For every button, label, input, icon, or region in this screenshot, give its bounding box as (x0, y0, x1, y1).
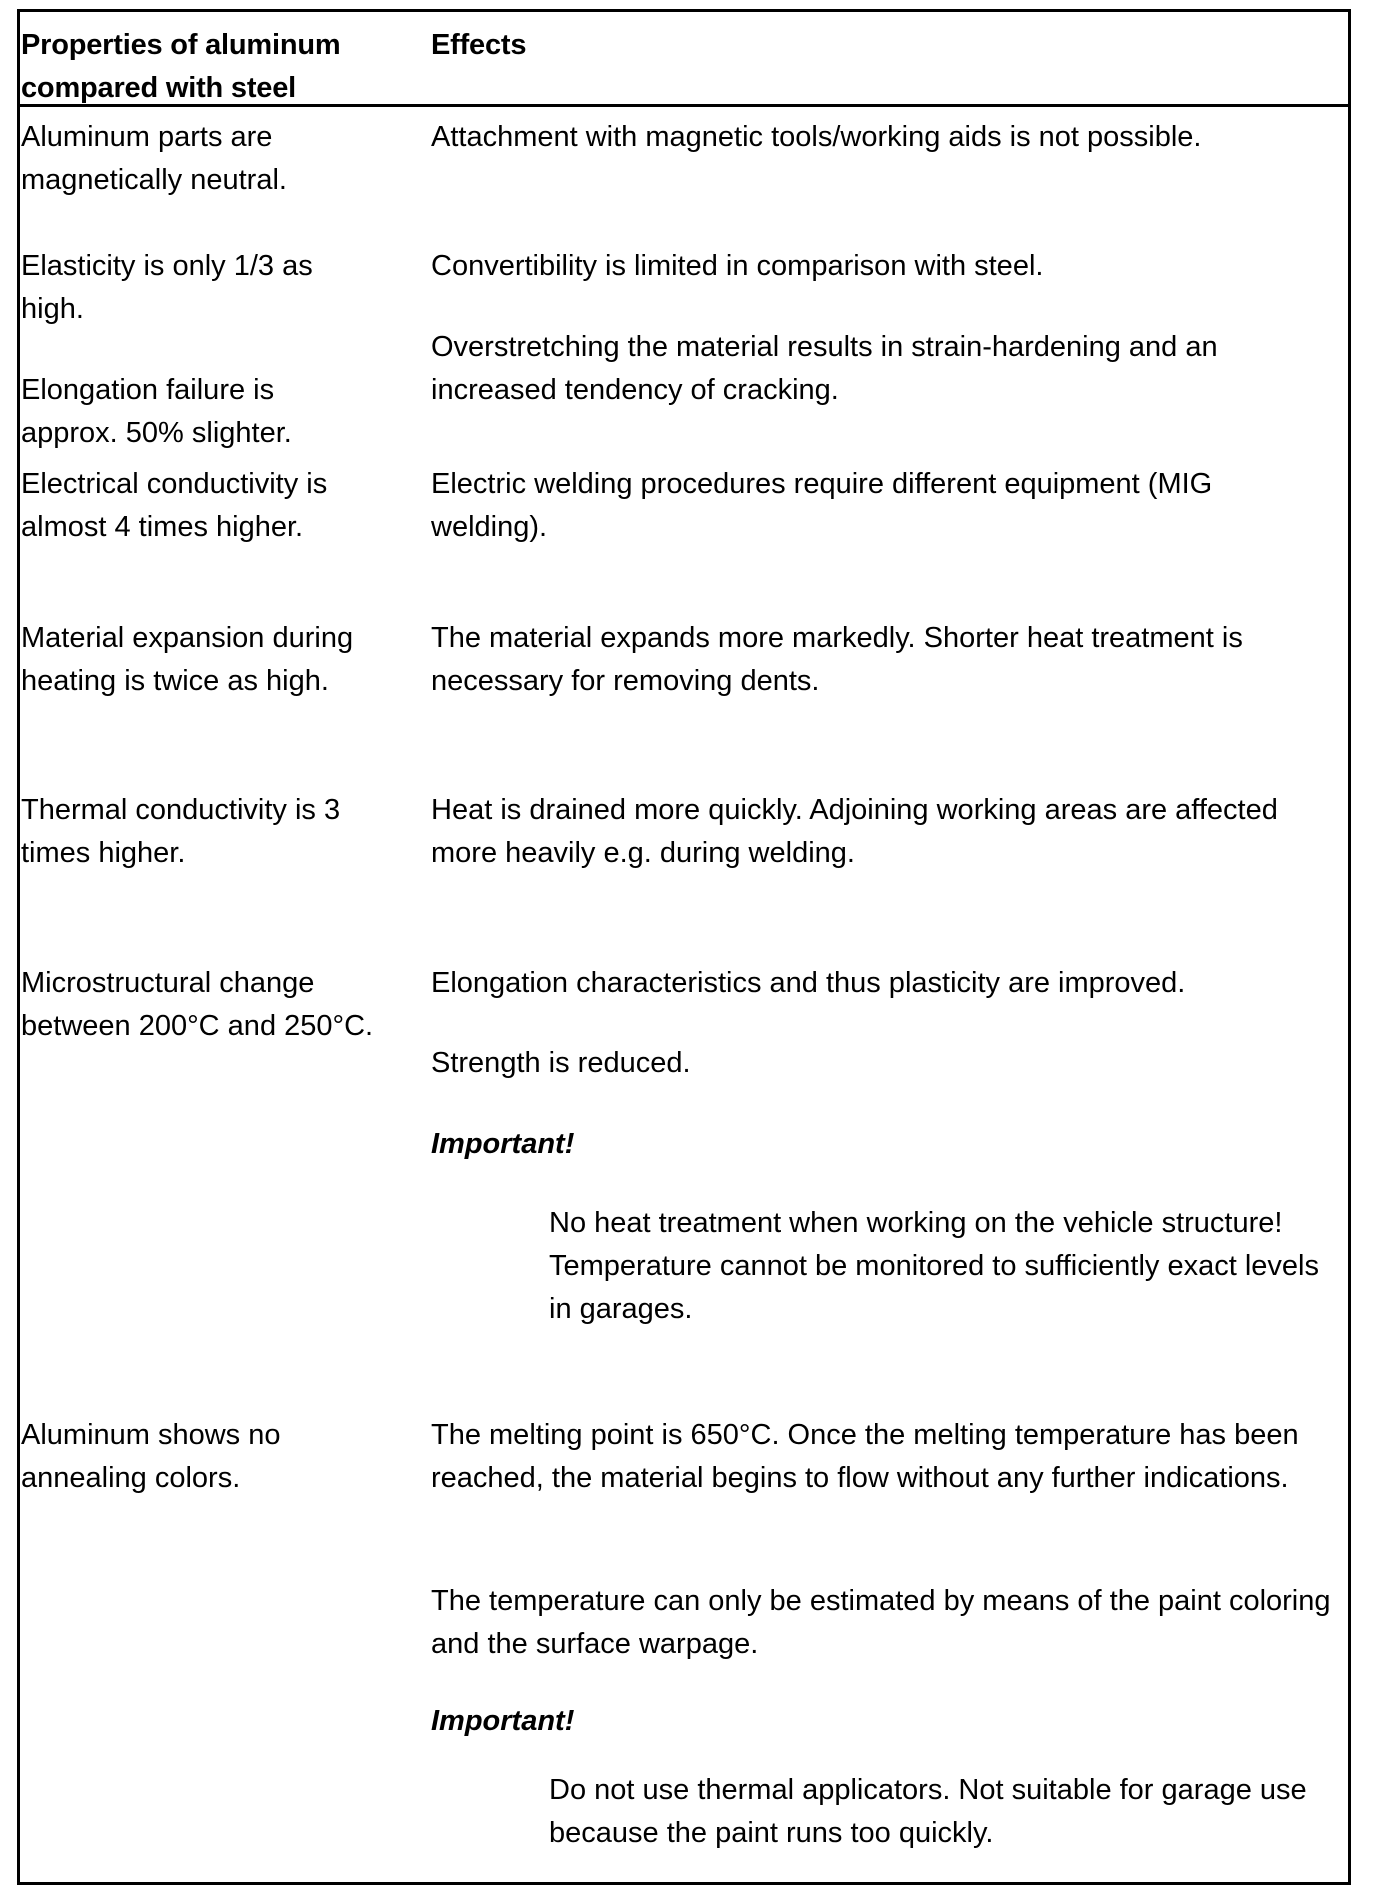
row-microstructure-important-label: Important! (431, 1128, 575, 1160)
header-properties: Properties of aluminum compared with steel (21, 29, 341, 104)
row-annealing-important-label: Important! (431, 1705, 575, 1737)
header-effects: Effects (431, 29, 527, 61)
row-annealing-important-note: Do not use thermal applicators. Not suitable for garage use because the paint runs too quickly. (549, 1774, 1307, 1849)
row-microstructure-important-note: No heat treatment when working on the vehicle structure! Temperature cannot be monitored to sufficiently exact levels in garages. (549, 1207, 1319, 1325)
row-elongation-effect: Overstretching the material results in strain-hardening and an increased tendency of cracking. (431, 331, 1218, 406)
row-microstructure-effect-1: Elongation characteristics and thus plasticity are improved. (431, 967, 1186, 999)
row-magnetic-effect: Attachment with magnetic tools/working aids is not possible. (431, 121, 1202, 153)
row-thermal-effect: Heat is drained more quickly. Adjoining working areas are affected more heavily e.g. during welding. (431, 794, 1278, 869)
row-expansion-property: Material expansion during heating is twice as high. (21, 622, 354, 697)
row-expansion-effect: The material expands more markedly. Shorter heat treatment is necessary for removing dents. (431, 622, 1243, 697)
row-elasticity-property: Elasticity is only 1/3 as high. (21, 250, 313, 325)
row-microstructure-effect-2: Strength is reduced. (431, 1047, 691, 1079)
row-microstructure-property: Microstructural change between 200°C and 250°C. (21, 967, 374, 1042)
row-electrical-property: Electrical conductivity is almost 4 times higher. (21, 468, 328, 543)
row-annealing-effect-1: The melting point is 650°C. Once the melting temperature has been reached, the material begins to flow without any further indications. (431, 1419, 1299, 1494)
row-electrical-effect: Electric welding procedures require different equipment (MIG welding). (431, 468, 1213, 543)
table-header (20, 12, 1348, 107)
row-thermal-property: Thermal conductivity is 3 times higher. (21, 794, 341, 869)
row-annealing-effect-2: The temperature can only be estimated by means of the paint coloring and the surface warpage. (431, 1585, 1331, 1660)
row-annealing-property: Aluminum shows no annealing colors. (21, 1419, 281, 1494)
row-elasticity-effect: Convertibility is limited in comparison with steel. (431, 250, 1044, 282)
row-magnetic-property: Aluminum parts are magnetically neutral. (21, 121, 287, 196)
properties-table (17, 9, 1351, 1885)
row-elongation-property: Elongation failure is approx. 50% slighter. (21, 374, 292, 449)
